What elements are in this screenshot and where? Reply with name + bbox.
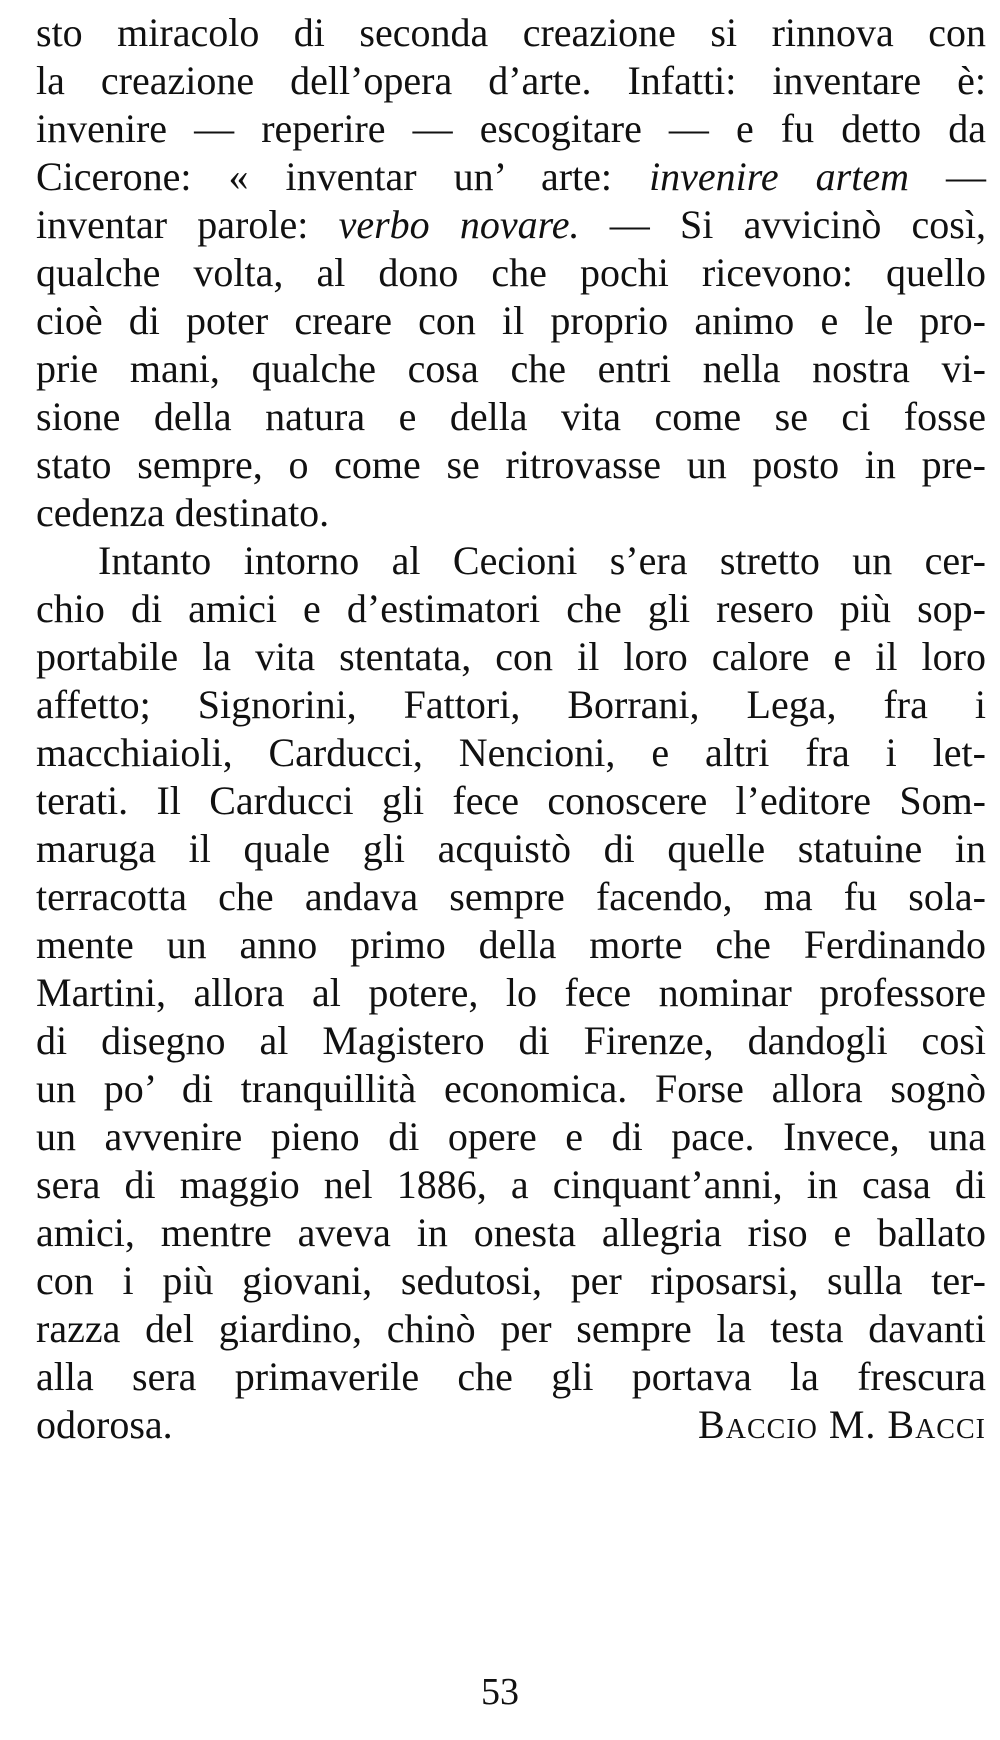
text-line: Intanto intorno al Cecioni s’era stretto un cer- [98,538,986,583]
text-line [36,198,986,252]
text-line [36,1398,986,1452]
text-line: chio di amici e d’estimatori che gli resero più sop- [36,586,986,631]
text-line: con i più giovani, sedutosi, per riposarsi, sulla ter- [36,1258,986,1303]
page-number: 53 [481,1671,519,1713]
text-line: cedenza destinato. [36,490,330,535]
text-line: terati. Il Carducci gli fece conoscere l’editore Som- [36,778,986,823]
text-span: — [908,154,987,199]
text-line: cioè di poter creare con il proprio animo e le pro- [36,298,986,343]
text-line: un avvenire pieno di opere e di pace. Invece, una [36,1114,986,1159]
text-line [36,150,986,204]
italic-phrase: invenire artem [649,154,909,199]
text-span: odorosa. [36,1402,173,1447]
text-line: razza del giardino, chinò per sempre la testa davanti [36,1306,986,1351]
text-line: mente un anno primo della morte che Ferdinando [36,922,986,967]
text-line: terracotta che andava sempre facendo, ma fu sola- [36,874,986,919]
text-line: un po’ di tranquillità economica. Forse allora sognò [36,1066,986,1111]
text-span: Cicerone: « inventar un’ arte: [36,154,650,199]
text-line: stato sempre, o come se ritrovasse un posto in pre- [36,442,986,487]
author-signature: Baccio M. Bacci [698,1402,986,1447]
text-line: maruga il quale gli acquistò di quelle statuine in [36,826,986,871]
text-line: macchiaioli, Carducci, Nencioni, e altri fra i let- [36,730,986,775]
text-line: invenire — reperire — escogitare — e fu detto da [36,106,986,151]
text-line: di disegno al Magistero di Firenze, dandogli così [36,1018,986,1063]
text-line: alla sera primaverile che gli portava la frescura [36,1354,986,1399]
document-page [36,6,986,1606]
text-line: amici, mentre aveva in onesta allegria riso e ballato [36,1210,986,1255]
text-line: sto miracolo di seconda creazione si rinnova con [36,10,986,55]
text-line: qualche volta, al dono che pochi ricevono: quello [36,250,986,295]
text-line: affetto; Signorini, Fattori, Borrani, Lega, fra i [36,682,986,727]
italic-phrase: verbo novare. [338,202,580,247]
text-line: Martini, allora al potere, lo fece nominar professore [36,970,986,1015]
text-line: sione della natura e della vita come se ci fosse [36,394,986,439]
text-line: sera di maggio nel 1886, a cinquant’anni, in casa di [36,1162,986,1207]
text-line: la creazione dell’opera d’arte. Infatti: inventare è: [36,58,986,103]
text-line: prie mani, qualche cosa che entri nella nostra vi- [36,346,986,391]
text-line: portabile la vita stentata, con il loro calore e il loro [36,634,986,679]
text-span: — Si avvicinò così, [579,202,986,247]
text-span: inventar parole: [36,202,339,247]
